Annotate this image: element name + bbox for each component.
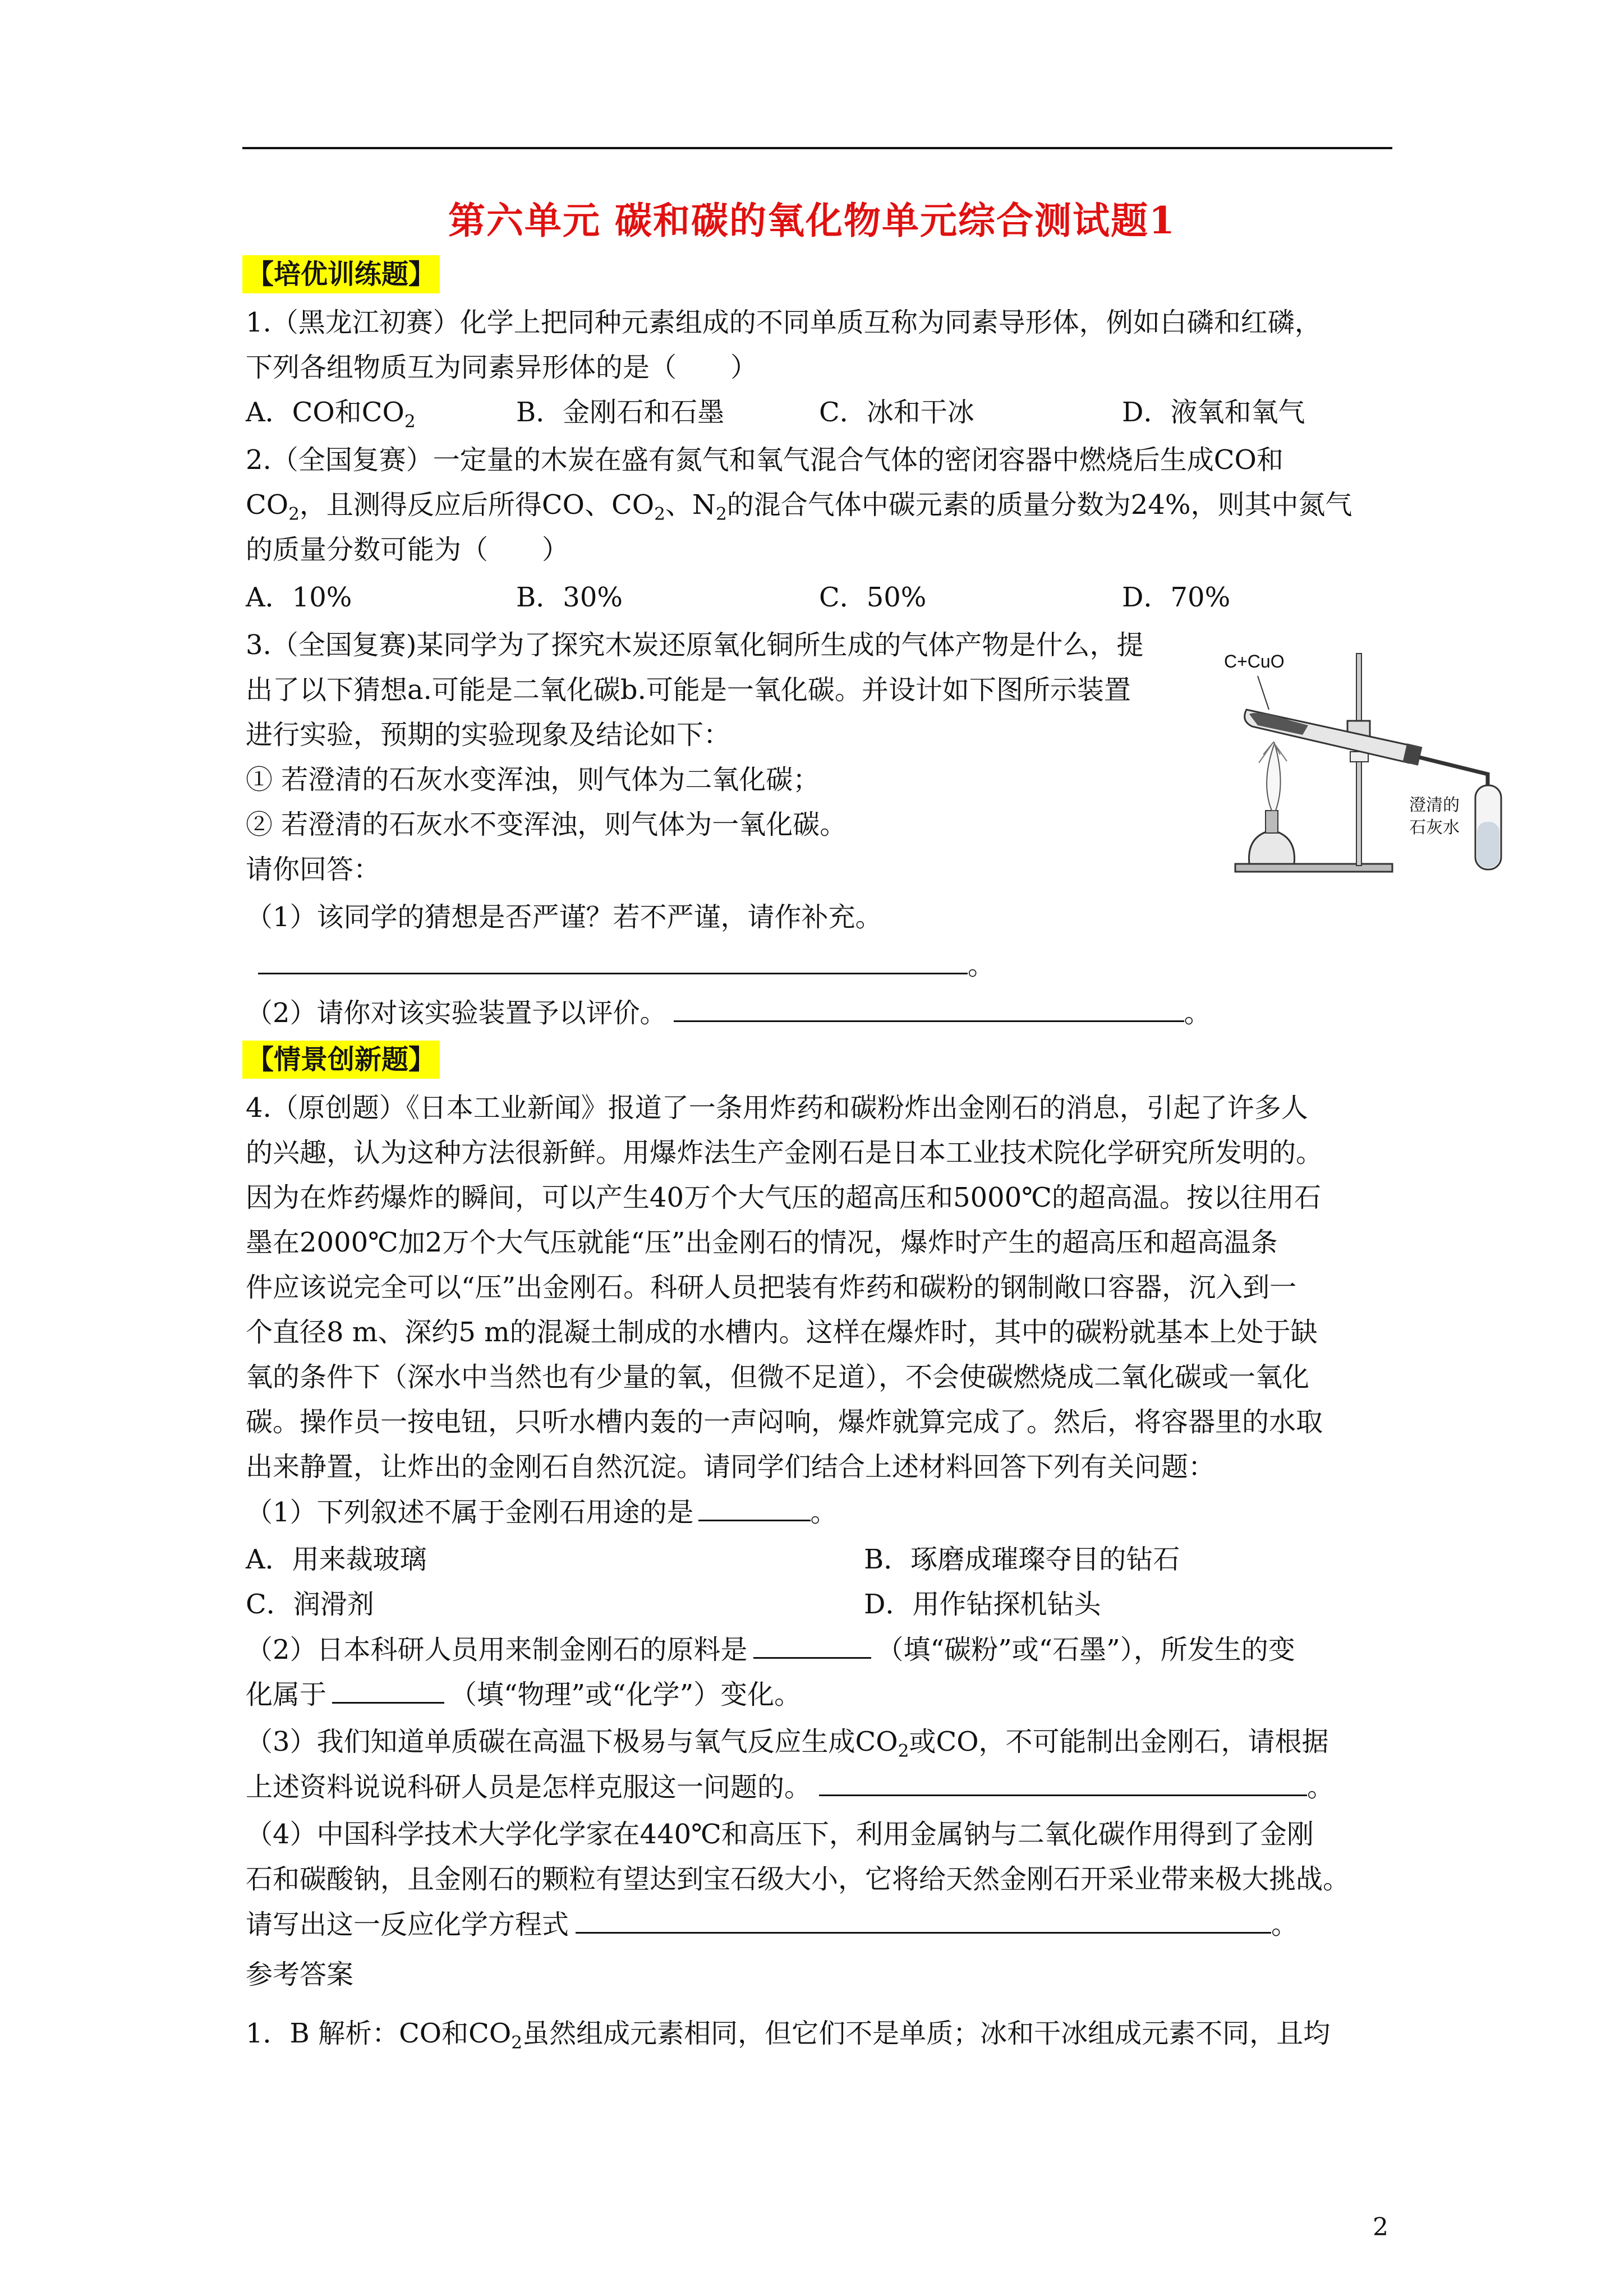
q3-sub2: （2）请你对该实验装置予以评价。 。 [246,996,1211,1030]
q4-sub4-line1: （4）中国科学技术大学化学家在440℃和高压下，利用金属钠与二氧化碳作用得到了金刚 [246,1819,1314,1850]
header-rule [242,147,1392,149]
section-tag-peiyou: 【培优训练题】 [242,255,440,293]
q4-sub2-blank-1[interactable] [753,1632,871,1659]
q4-option-d: D．用作钻探机钻头 [864,1589,1101,1620]
q2-line2: $CO_2$，且测得反应后所得CO、$CO_2$、$N_2$的混合气体中碳元素的质量分数为24%，则其中氮气 [246,489,1352,524]
q4-line9: 出来静置，让炸出的金刚石自然沉淀。请同学们结合上述材料回答下列有关问题： [246,1451,1216,1483]
q2-line3: 的质量分数可能为（ ） [246,534,569,565]
label-pointer [1258,676,1269,710]
q4-line2: 的兴趣，认为这种方法很新鲜。用爆炸法生产金刚石是日本工业技术院化学研究所发明的。 [246,1137,1323,1168]
q4-sub1-blank[interactable] [698,1495,811,1521]
page-number: 2 [1373,2213,1388,2242]
q4-sub3-blank[interactable] [819,1770,1307,1796]
stand-base [1235,864,1392,872]
q4-sub4-line2: 石和碳酸钠，且金刚石的颗粒有望达到宝石级大小，它将给天然金刚石开采业带来极大挑战。 [246,1864,1350,1895]
q4-line7: 氧的条件下（深水中当然也有少量的氧，但微不足道），不会使碳燃烧成二氧化碳或一氧化 [246,1361,1310,1393]
q4-sub4-line3: 请写出这一反应化学方程式 。 [246,1907,1298,1941]
q1-option-c: C．冰和干冰 [819,397,974,428]
q3-sub2-blank[interactable] [674,996,1184,1022]
q4-option-a: A．用来裁玻璃 [246,1544,427,1575]
q3-line3: 进行实验，预期的实验现象及结论如下： [246,719,731,751]
q3-line2: 出了以下猜想a.可能是二氧化碳b.可能是一氧化碳。并设计如下图所示装置 [246,674,1131,706]
q2-option-c: C．50% [819,582,927,613]
q1-option-d: D．液氧和氧气 [1122,397,1305,428]
page-title: 第六单元 碳和碳的氧化物单元综合测试题1 [448,199,1176,242]
answer-1: 1．B 解析：CO和$CO_2$虽然组成元素相同，但它们不是单质；冰和干冰组成元素不同，且均 [246,2018,1331,2053]
q4-sub1: （1）下列叙述不属于金刚石用途的是 。 [246,1495,838,1529]
q4-line4: 墨在2000℃加2万个大气压就能“压”出金刚石的情况，爆炸时产生的超高压和超高温条 [246,1227,1278,1258]
q4-line5: 件应该说完全可以“压”出金刚石。科研人员把装有炸药和碳粉的钢制敞口容器，沉入到一 [246,1272,1297,1303]
q4-line6: 个直径8 m、深约5 m的混凝土制成的水槽内。这样在爆炸时，其中的碳粉就基本上处于缺 [246,1317,1318,1348]
q1-line1: 1.（黑龙江初赛）化学上把同种元素组成的不同单质互称为同素导形体，例如白磷和红磷， [246,307,1322,338]
alcohol-lamp [1249,830,1295,864]
q4-sub4-blank[interactable] [576,1907,1271,1934]
q2-line1: 2.（全国复赛）一定量的木炭在盛有氮气和氧气混合气体的密闭容器中燃烧后生成CO和 [246,444,1283,476]
q4-option-b: B．琢磨成璀璨夺目的钻石 [864,1544,1180,1575]
figure-label-reactants: C+CuO [1224,651,1285,671]
q3-line6: 请你回答： [246,854,381,885]
q3-line5: ② 若澄清的石灰水不变浑浊，则气体为一氧化碳。 [246,809,847,840]
figure-label-limewater-1: 澄清的 [1409,796,1460,815]
figure-label-limewater-2: 石灰水 [1409,818,1460,837]
q4-sub3: （3）我们知道单质碳在高温下极易与氧气反应生成$CO_2$或CO，不可能制出金刚石，请根据 [246,1726,1329,1761]
section-tag-qingjing: 【情景创新题】 [242,1041,440,1079]
q4-sub2-cont: 化属于 （填“物理”或“化学”）变化。 [246,1677,801,1711]
q4-line1: 4.（原创题）《日本工业新闻》报道了一条用炸药和碳粉炸出金刚石的消息，引起了许多人 [246,1092,1308,1124]
flame [1267,743,1280,811]
answers-heading: 参考答案 [246,1959,354,1990]
q2-option-d: D．70% [1122,582,1231,613]
q4-option-c: C．润滑剂 [246,1589,374,1620]
q3-sub1-blank[interactable] [258,948,968,974]
q3-sub1-answer-line: 。 [258,948,995,982]
q4-sub2: （2）日本科研人员用来制金刚石的原料是 （填“碳粉”或“石墨”），所发生的变 [246,1632,1295,1667]
q4-sub2-blank-2[interactable] [332,1677,444,1704]
q3-line4: ① 若澄清的石灰水变浑浊，则气体为二氧化碳； [246,764,820,795]
q1-option-a: A．CO和$CO_2$ [246,397,416,432]
q3-sub1: （1）该同学的猜想是否严谨？若不严谨，请作补充。 [246,901,882,933]
q3-line1: 3.（全国复赛)某同学为了探究木炭还原氧化铜所生成的气体产物是什么，提 [246,629,1144,661]
q4-sub3-cont: 上述资料说说科研人员是怎样克服这一问题的。 。 [246,1770,1334,1804]
q2-option-a: A．10% [246,582,352,613]
apparatus-figure [1224,642,1527,884]
q1-option-b: B．金刚石和石墨 [516,397,725,428]
q2-option-b: B．30% [516,582,623,613]
lamp-wick-holder [1266,811,1278,833]
limewater [1477,822,1499,868]
q4-line3: 因为在炸药爆炸的瞬间，可以产生40万个大气压的超高压和5000℃的超高温。按以往用石 [246,1182,1321,1213]
q1-line2: 下列各组物质互为同素异形体的是（ ） [246,352,758,383]
q4-line8: 碳。操作员一按电钮，只听水槽内轰的一声闷响，爆炸就算完成了。然后，将容器里的水取 [246,1406,1323,1438]
